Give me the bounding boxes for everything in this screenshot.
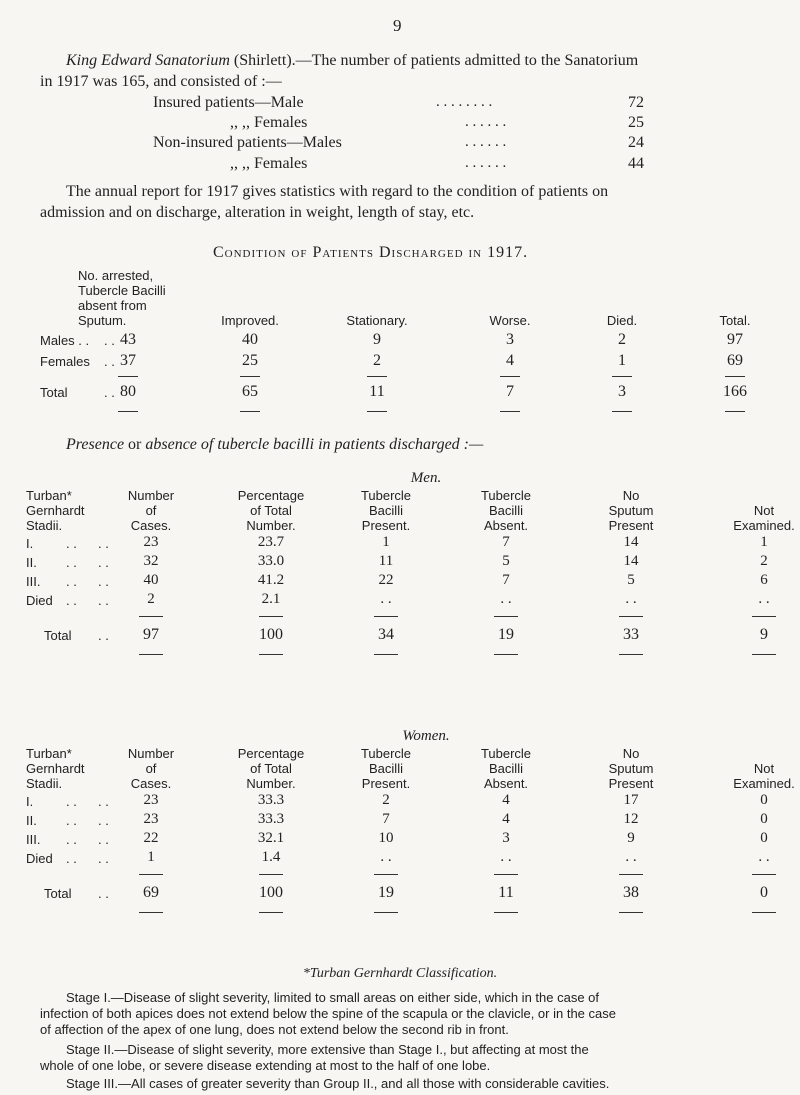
condition-rule-dash xyxy=(725,411,745,412)
stadii-rule-dash xyxy=(374,654,398,655)
stadii-header: Stadii. xyxy=(26,518,63,533)
condition-cell: 2 xyxy=(618,331,626,348)
stadii-total-cell: 9 xyxy=(760,626,768,643)
stadii-cell: 32 xyxy=(143,553,159,569)
stadii-row-label: Died xyxy=(26,593,53,608)
stadii-rule-dash xyxy=(259,654,283,655)
condition-rule-dash xyxy=(725,376,745,377)
stadii-cell: 6 xyxy=(760,572,768,588)
stadii-cell: 4 xyxy=(502,811,510,827)
condition-cell: 25 xyxy=(242,352,258,369)
stadii-cell: 17 xyxy=(623,792,639,808)
stadii-row-dots: . . xyxy=(66,851,77,866)
stadii-rule-dash xyxy=(619,874,643,875)
admission-dots: . . . . . . xyxy=(465,155,507,171)
stadii-cell: 10 xyxy=(378,830,394,846)
condition-rule-dash xyxy=(500,376,520,377)
condition-total-label: Total xyxy=(40,385,68,400)
admission-dots: . . . . . . xyxy=(465,134,507,150)
stadii-row-label: Died xyxy=(26,851,53,866)
stadii-header: Tubercle xyxy=(480,488,532,503)
stadii-cell: . . xyxy=(625,591,637,607)
stadii-row-dots: . . xyxy=(66,794,77,809)
stadii-rule-dash xyxy=(139,616,163,617)
stadii-header: Cases. xyxy=(130,518,172,533)
stadii-header: Number xyxy=(127,746,175,761)
condition-total-cell: 11 xyxy=(369,383,385,400)
stadii-total-label: Total xyxy=(44,628,72,643)
stadii-header: Examined. xyxy=(733,518,795,533)
stadii-header: Absent. xyxy=(483,776,529,791)
stadii-rule-dash xyxy=(139,874,163,875)
stadii-row-dots: . . xyxy=(66,832,77,847)
stadii-rule-dash xyxy=(494,912,518,913)
condition-cell: 43 xyxy=(120,331,136,348)
stadii-cell: 7 xyxy=(502,534,510,550)
condition-row-label: Males . . xyxy=(40,333,90,348)
stadii-header: Sputum xyxy=(608,503,654,518)
stadii-rule-dash xyxy=(752,616,776,617)
stadii-cell: 14 xyxy=(623,553,639,569)
stadii-header: of Total xyxy=(250,503,292,518)
stadii-header: Examined. xyxy=(733,776,795,791)
stadii-cell: 33.3 xyxy=(257,792,285,808)
stadii-cell: 1 xyxy=(760,534,768,550)
stadii-rule-dash xyxy=(619,912,643,913)
stadii-header: Number. xyxy=(246,518,296,533)
stadii-cell: . . xyxy=(380,849,392,865)
stadii-cell: . . xyxy=(758,591,770,607)
stadii-cell: . . xyxy=(625,849,637,865)
stadii-cell: 12 xyxy=(623,811,639,827)
stadii-cell: 2.1 xyxy=(261,591,281,607)
stadii-rule-dash xyxy=(259,912,283,913)
stadii-rule-dash xyxy=(374,912,398,913)
condition-total-cell: 65 xyxy=(242,383,258,400)
stadii-cell: 5 xyxy=(627,572,635,588)
stadii-rule-dash xyxy=(494,654,518,655)
stadii-rule-dash xyxy=(139,912,163,913)
stadii-cell: 3 xyxy=(502,830,510,846)
women-table-title: Women. xyxy=(402,728,450,744)
condition-header: Stationary. xyxy=(346,313,408,328)
condition-header-first-line: Sputum. xyxy=(78,313,127,328)
stadii-cell: 2 xyxy=(147,591,155,607)
condition-row-dots: . . xyxy=(104,354,115,369)
stadii-header: Gernhardt xyxy=(26,761,85,776)
stadii-row-dots: . . xyxy=(98,851,109,866)
condition-cell: 2 xyxy=(373,352,381,369)
stadii-rule-dash xyxy=(619,654,643,655)
stadii-header: Not xyxy=(753,761,775,776)
stadii-total-dots: . . xyxy=(98,886,109,901)
stadii-header: Present. xyxy=(361,776,411,791)
stadii-rule-dash xyxy=(139,654,163,655)
condition-rule-dash xyxy=(367,376,387,377)
stadii-rule-dash xyxy=(374,874,398,875)
condition-cell: 40 xyxy=(242,331,258,348)
stadii-cell: 32.1 xyxy=(257,830,285,846)
condition-total-cell: 166 xyxy=(723,383,747,400)
condition-row-dots: . . xyxy=(104,333,115,348)
condition-header: Total. xyxy=(719,313,751,328)
presence-title-part1: Presence xyxy=(66,436,125,453)
stadii-rule-dash xyxy=(752,874,776,875)
condition-cell: 3 xyxy=(506,331,514,348)
condition-header: Worse. xyxy=(489,313,531,328)
stadii-header: Number. xyxy=(246,776,296,791)
condition-header-first-line: absent from xyxy=(78,298,147,313)
condition-rule-dash xyxy=(612,376,632,377)
stadii-cell: 22 xyxy=(143,830,159,846)
stadii-cell: 23 xyxy=(143,792,159,808)
stadii-rule-dash xyxy=(259,616,283,617)
stadii-cell: 2 xyxy=(382,792,390,808)
stadii-row-label: II. xyxy=(26,813,37,828)
stadii-cell: . . xyxy=(758,849,770,865)
stadii-total-cell: 19 xyxy=(378,884,394,901)
admission-value: 24 xyxy=(628,134,644,151)
stadii-total-dots: . . xyxy=(98,628,109,643)
stadii-total-cell: 100 xyxy=(259,884,283,901)
stadii-total-cell: 69 xyxy=(143,884,159,901)
condition-rule-dash xyxy=(500,411,520,412)
condition-header-first-line: No. arrested, xyxy=(78,268,154,283)
stadii-header: No xyxy=(622,746,640,761)
stage-1-line-2: infection of both apices does not extend below the spine of the scapula or the clavicle, or in the case xyxy=(40,1006,616,1021)
condition-header: Improved. xyxy=(221,313,279,328)
stadii-header: Tubercle xyxy=(360,746,412,761)
stadii-header: Bacilli xyxy=(369,503,403,518)
stadii-rule-dash xyxy=(259,874,283,875)
stadii-row-label: III. xyxy=(26,574,41,589)
stadii-row-label: III. xyxy=(26,832,41,847)
stage-3-line-1: Stage III.—All cases of greater severity than Group II., and all those with considerable cavities. xyxy=(66,1076,610,1091)
stadii-header: Stadii. xyxy=(26,776,63,791)
stadii-cell: 7 xyxy=(502,572,510,588)
intro-line-1 xyxy=(66,52,638,70)
admission-value: 44 xyxy=(628,155,644,172)
stage-1-line-1: Stage I.—Disease of slight severity, limited to small areas on either side, which in the case of xyxy=(66,990,600,1005)
stadii-rule-dash xyxy=(374,616,398,617)
stadii-rule-dash xyxy=(494,616,518,617)
stadii-cell: 23.7 xyxy=(257,534,285,550)
stadii-cell: 0 xyxy=(760,830,768,846)
stadii-header: Turban* xyxy=(26,488,72,503)
condition-cell: 4 xyxy=(506,352,514,369)
condition-cell: 97 xyxy=(727,331,743,348)
footnote: *Turban Gernhardt Classification. xyxy=(302,966,498,981)
stadii-cell: 2 xyxy=(760,553,768,569)
stadii-cell: 33.3 xyxy=(257,811,285,827)
condition-cell: 1 xyxy=(618,352,626,369)
condition-header-first-line: Tubercle Bacilli xyxy=(78,283,166,298)
stadii-header: Tubercle xyxy=(360,488,412,503)
stadii-cell: 23 xyxy=(143,811,159,827)
stadii-header: Sputum xyxy=(608,761,654,776)
stadii-row-dots: . . xyxy=(66,593,77,608)
admission-label: Insured patients—Male xyxy=(153,94,304,111)
condition-total-cell: 80 xyxy=(120,383,136,400)
condition-header: Died. xyxy=(606,313,638,328)
stadii-cell: 41.2 xyxy=(257,572,285,588)
stadii-header: Present. xyxy=(361,518,411,533)
admission-dots: . . . . . . xyxy=(465,114,507,130)
admission-value: 72 xyxy=(628,94,644,111)
admission-value: 25 xyxy=(628,114,644,131)
stadii-header: Present xyxy=(608,776,654,791)
stadii-row-label: II. xyxy=(26,555,37,570)
stadii-rule-dash xyxy=(494,874,518,875)
stadii-total-cell: 34 xyxy=(378,626,394,643)
stadii-cell: 1 xyxy=(382,534,390,550)
stadii-header: Bacilli xyxy=(489,503,523,518)
stadii-row-dots: . . xyxy=(66,574,77,589)
stadii-header: of xyxy=(145,503,157,518)
stage-2-line-1: Stage II.—Disease of slight severity, more extensive than Stage I., but affecting at most the xyxy=(66,1042,589,1057)
stadii-cell: 11 xyxy=(378,553,394,569)
condition-row-label: Females xyxy=(40,354,90,369)
stadii-total-cell: 19 xyxy=(498,626,514,643)
stadii-header: Bacilli xyxy=(369,761,403,776)
stadii-cell: 1 xyxy=(147,849,155,865)
stadii-header: of xyxy=(145,761,157,776)
report-line-1: The annual report for 1917 gives statistics with regard to the condition of patients on xyxy=(66,183,609,200)
stadii-cell: 40 xyxy=(143,572,159,588)
admission-dots: . . . . . . . . xyxy=(436,94,493,110)
stadii-row-dots: . . xyxy=(98,536,109,551)
stadii-rule-dash xyxy=(619,616,643,617)
stadii-total-cell: 33 xyxy=(623,626,639,643)
condition-rule-dash xyxy=(240,376,260,377)
condition-cell: 37 xyxy=(120,352,136,369)
stadii-row-dots: . . xyxy=(98,555,109,570)
condition-rule-dash xyxy=(118,411,138,412)
stadii-row-dots: . . xyxy=(66,555,77,570)
presence-title xyxy=(66,436,483,454)
stadii-header: Not xyxy=(753,503,775,518)
stadii-total-cell: 38 xyxy=(623,884,639,901)
stadii-row-label: I. xyxy=(26,794,34,809)
stadii-total-label: Total xyxy=(44,886,72,901)
stadii-header: Present xyxy=(608,518,654,533)
condition-rule-dash xyxy=(367,411,387,412)
report-line-2: admission and on discharge, alteration in weight, length of stay, etc. xyxy=(40,204,475,221)
stadii-cell: 0 xyxy=(760,811,768,827)
stage-2-line-2: whole of one lobe, or severe disease extending at most to the half of one lobe. xyxy=(40,1058,491,1073)
stadii-header: Absent. xyxy=(483,518,529,533)
stadii-header: Percentage xyxy=(237,746,305,761)
presence-title-part2: absence of tubercle bacilli in patients discharged :— xyxy=(145,436,484,453)
sanatorium-name: King Edward Sanatorium xyxy=(66,52,230,69)
stadii-rule-dash xyxy=(752,912,776,913)
stadii-cell: . . xyxy=(500,591,512,607)
stage-1-line-3: of affection of the apex of one lung, does not extend below the second rib in front. xyxy=(40,1022,509,1037)
condition-cell: 9 xyxy=(373,331,381,348)
stadii-header: Cases. xyxy=(130,776,172,791)
condition-rule-dash xyxy=(240,411,260,412)
stadii-cell: 5 xyxy=(502,553,510,569)
stadii-cell: . . xyxy=(500,849,512,865)
condition-total-dots: . . xyxy=(104,385,115,400)
stadii-row-dots: . . xyxy=(98,593,109,608)
stadii-total-cell: 97 xyxy=(143,626,159,643)
stadii-cell: 4 xyxy=(502,792,510,808)
condition-rule-dash xyxy=(612,411,632,412)
stadii-header: Number xyxy=(127,488,175,503)
intro-line-2: in 1917 was 165, and consisted of :— xyxy=(40,73,282,90)
stadii-header: Turban* xyxy=(26,746,72,761)
stadii-cell: 23 xyxy=(143,534,159,550)
admission-label: Non-insured patients—Males xyxy=(153,134,342,151)
stadii-row-dots: . . xyxy=(98,813,109,828)
stadii-row-dots: . . xyxy=(98,574,109,589)
condition-rule-dash xyxy=(118,376,138,377)
admission-label: ,, ,, Females xyxy=(230,114,308,131)
stadii-row-dots: . . xyxy=(98,794,109,809)
men-table-title: Men. xyxy=(410,470,442,486)
stadii-total-cell: 0 xyxy=(760,884,768,901)
stadii-header: of Total xyxy=(250,761,292,776)
condition-total-cell: 3 xyxy=(618,383,626,400)
presence-title-or: or xyxy=(124,436,146,453)
stadii-row-dots: . . xyxy=(98,832,109,847)
stadii-header: Gernhardt xyxy=(26,503,85,518)
intro-line-1-text: (Shirlett).—The number of patients admitted to the Sanatorium xyxy=(229,52,639,69)
stadii-cell: 0 xyxy=(760,792,768,808)
stadii-cell: 22 xyxy=(378,572,394,588)
admission-label: ,, ,, Females xyxy=(230,155,308,172)
condition-cell: 69 xyxy=(727,352,743,369)
condition-total-cell: 7 xyxy=(506,383,514,400)
stadii-header: Percentage xyxy=(237,488,305,503)
stadii-rule-dash xyxy=(752,654,776,655)
stadii-row-dots: . . xyxy=(66,536,77,551)
stadii-header: Tubercle xyxy=(480,746,532,761)
stadii-cell: 33.0 xyxy=(257,553,285,569)
stadii-row-dots: . . xyxy=(66,813,77,828)
stadii-header: No xyxy=(622,488,640,503)
stadii-cell: 9 xyxy=(627,830,635,846)
condition-table-title: Condition of Patients Discharged in 1917. xyxy=(213,244,529,261)
stadii-cell: 1.4 xyxy=(261,849,281,865)
stadii-total-cell: 11 xyxy=(498,884,514,901)
stadii-row-label: I. xyxy=(26,536,34,551)
stadii-cell: 14 xyxy=(623,534,639,550)
stadii-cell: . . xyxy=(380,591,392,607)
stadii-total-cell: 100 xyxy=(259,626,283,643)
page-number: 9 xyxy=(393,16,402,35)
stadii-header: Bacilli xyxy=(489,761,523,776)
stadii-cell: 7 xyxy=(382,811,390,827)
